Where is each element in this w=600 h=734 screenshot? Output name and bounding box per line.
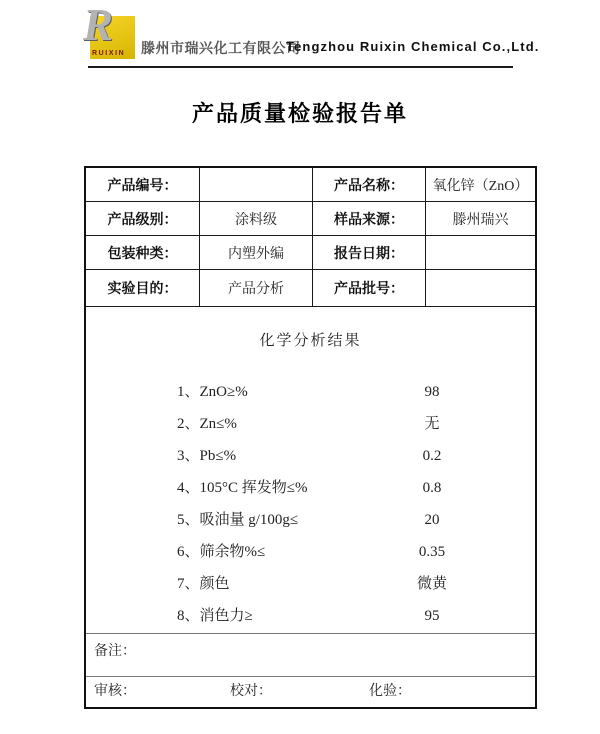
info-label-cell: 产品批号： (313, 270, 426, 306)
proofread-label: 校对： (230, 684, 272, 699)
analysis-item-label: 7、颜色 (177, 576, 230, 592)
analysis-item (86, 440, 535, 472)
header-divider (88, 66, 513, 68)
brand-logo (83, 0, 135, 59)
report-table (84, 166, 537, 709)
analysis-item-value: 无 (424, 416, 440, 432)
info-row (86, 202, 535, 236)
info-row (86, 236, 535, 270)
info-value-cell: 涂料级 (200, 202, 313, 235)
page-title: 产品质量检验报告单 (191, 101, 408, 126)
analysis-list (86, 376, 535, 632)
logo-r-glyph: R (83, 0, 114, 50)
analysis-item (86, 376, 535, 408)
info-row (86, 270, 535, 307)
analysis-item-label: 5、吸油量 g/100g≤ (177, 512, 299, 528)
test-label: 化验： (369, 684, 411, 699)
info-label-cell: 实验目的： (86, 270, 200, 306)
info-value-cell: 产品分析 (200, 270, 313, 306)
analysis-item-value: 微黄 (416, 576, 447, 592)
info-label-cell: 样品来源： (313, 202, 426, 235)
analysis-item-value: 0.2 (422, 448, 442, 464)
info-label-cell: 产品编号： (86, 168, 200, 201)
company-name-zh: 滕州市瑞兴化工有限公司 (141, 42, 301, 57)
info-label-cell: 包装种类： (86, 236, 200, 269)
info-row (86, 168, 535, 202)
analysis-item-value: 20 (424, 512, 440, 528)
analysis-item-label: 8、消色力≥ (177, 608, 253, 624)
company-name-en: Tengzhou Ruixin Chemical Co.,Ltd. (286, 39, 540, 54)
info-value-cell (426, 270, 535, 306)
analysis-section-title: 化学分析结果 (259, 333, 362, 349)
remark-label: 备注： (94, 644, 136, 659)
remark-row (86, 634, 535, 677)
analysis-item (86, 568, 535, 600)
review-label: 审核： (94, 684, 136, 699)
analysis-item-label: 3、Pb≤% (177, 448, 237, 464)
analysis-item (86, 504, 535, 536)
info-value-cell (200, 168, 313, 201)
analysis-item (86, 536, 535, 568)
analysis-item (86, 408, 535, 440)
analysis-item-value: 0.8 (422, 480, 442, 496)
analysis-item-label: 6、筛余物%≤ (177, 544, 266, 560)
analysis-item (86, 472, 535, 504)
analysis-item-label: 4、105°C 挥发物≤% (177, 480, 308, 496)
info-value-cell: 滕州瑞兴 (452, 212, 509, 228)
logo-brand-text: RUIXIN (92, 50, 126, 57)
info-value-cell: 内塑外编 (200, 236, 313, 269)
analysis-item-label: 2、Zn≤% (177, 416, 237, 432)
analysis-item-label: 1、ZnO≥% (177, 384, 248, 400)
analysis-section (86, 307, 535, 634)
info-value-cell (426, 236, 535, 269)
analysis-item (86, 600, 535, 632)
analysis-item-value: 98 (424, 384, 440, 400)
info-label-cell: 报告日期： (313, 236, 426, 269)
info-label-cell: 产品级别： (86, 202, 200, 235)
analysis-item-value: 95 (424, 608, 440, 624)
signature-row (86, 677, 535, 707)
info-value-cell: 氧化锌（ZnO） (432, 178, 529, 194)
analysis-item-value: 0.35 (418, 544, 446, 560)
info-label-cell: 产品名称： (313, 168, 426, 201)
